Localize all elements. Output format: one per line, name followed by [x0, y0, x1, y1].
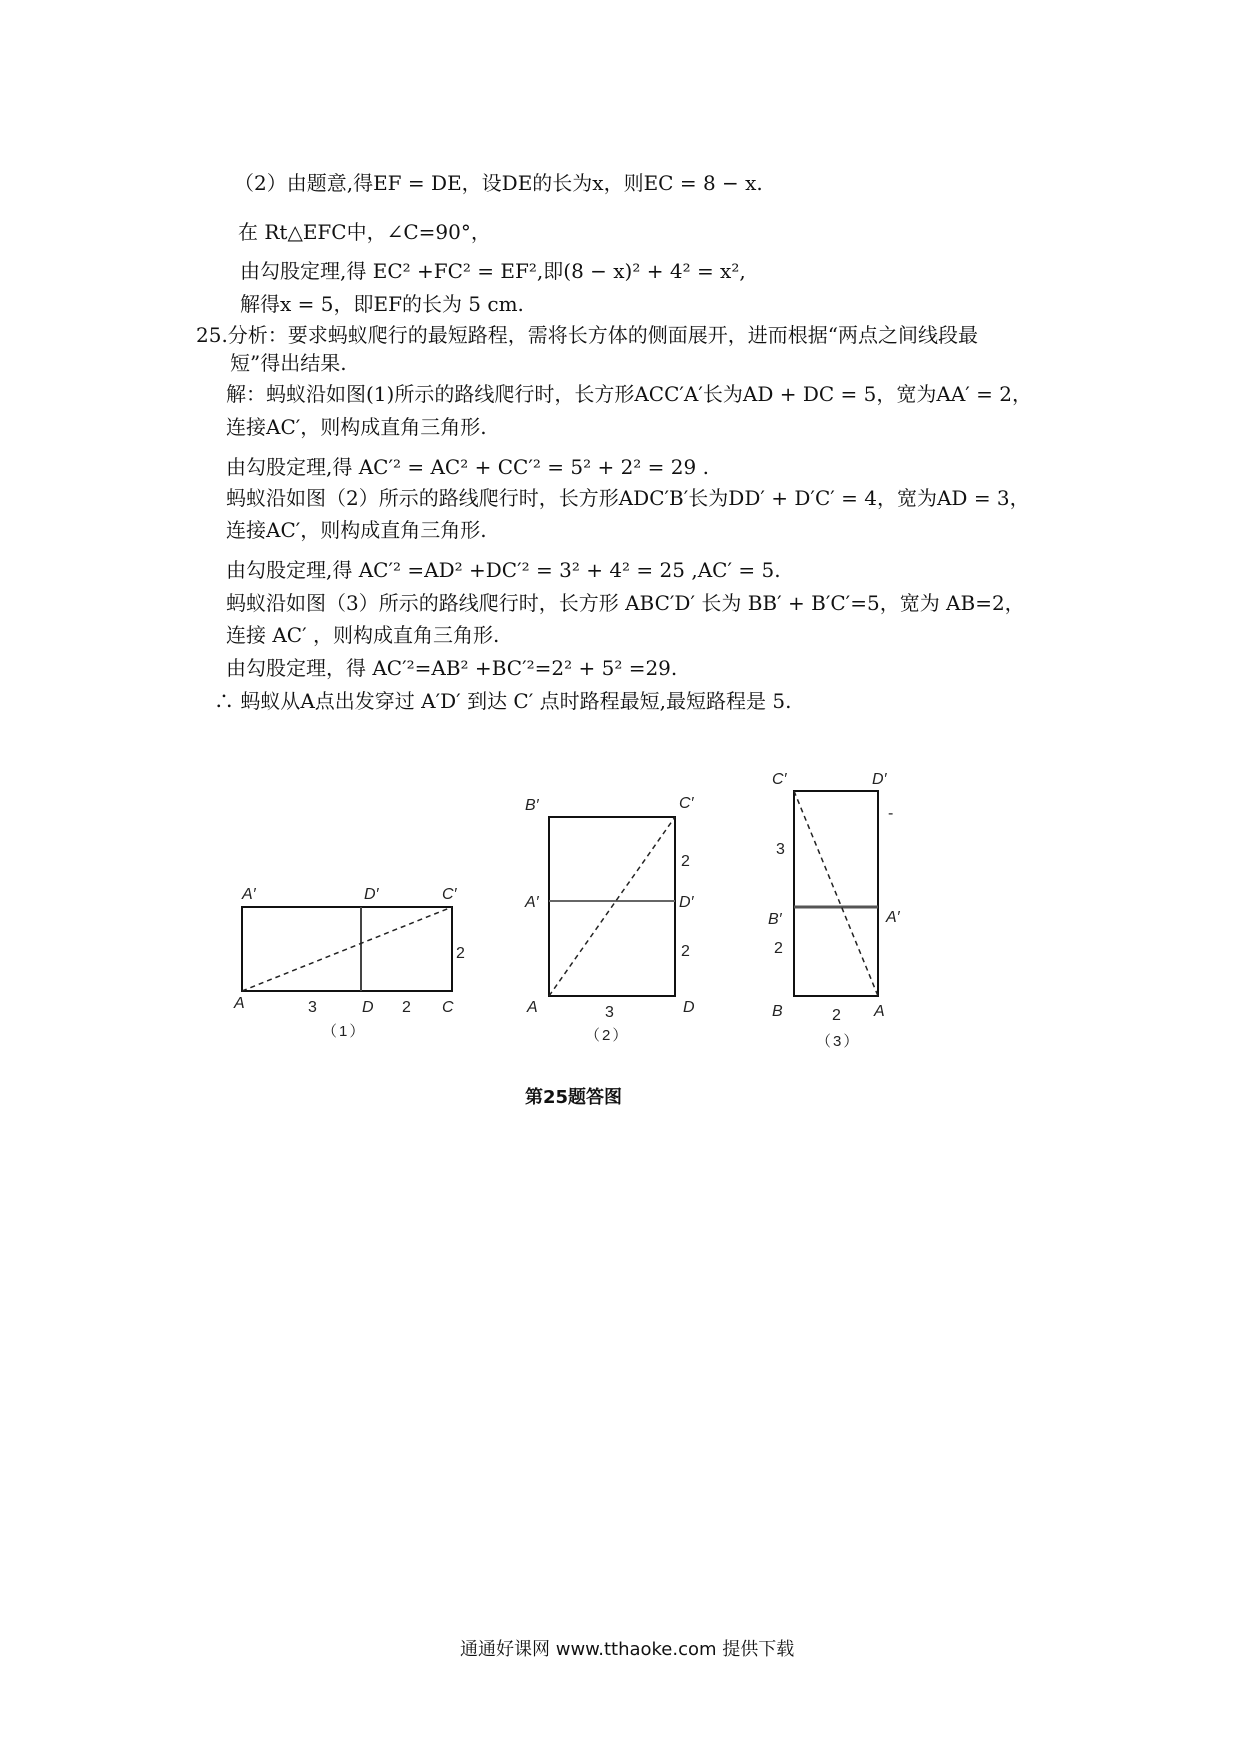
fig2-width-3: 3	[605, 1004, 614, 1021]
fig2-caption: （2）	[585, 1027, 630, 1044]
text-line-1: （2）由题意,得EF = DE，设DE的长为x，则EC = 8 − x.	[234, 171, 763, 195]
fig2-label-d: D	[683, 999, 695, 1016]
text-line-13: 蚂蚁沿如图（3）所示的路线爬行时，长方形 ABC′D′ 长为 BB′ + B′C′=5，宽为 AB=2，	[226, 591, 1025, 615]
fig1-label-a: A	[234, 995, 245, 1012]
fig2-label-a: A	[527, 999, 538, 1016]
fig1-label-c-prime: C′	[442, 886, 457, 903]
fig1-width-2: 2	[456, 945, 465, 962]
fig3-label-b: B	[772, 1003, 783, 1020]
fig1-diagonal-path	[242, 907, 452, 991]
fig1-caption: （1）	[322, 1023, 367, 1040]
figure-1	[230, 870, 490, 1040]
fig2-label-d-prime: D′	[679, 894, 694, 911]
fig1-label-d-prime: D′	[364, 886, 379, 903]
fig3-label-c-prime: C′	[772, 771, 787, 788]
fig3-label-a: A	[874, 1003, 885, 1020]
fig1-label-d: D	[362, 999, 374, 1016]
text-line-12: 由勾股定理,得 AC′² =AD² +DC′² = 3² + 4² = 25 ,AC′ = 5.	[226, 558, 781, 582]
text-line-14: 连接 AC′ ，则构成直角三角形.	[226, 623, 500, 647]
fig3-diagonal-path	[794, 791, 878, 996]
fig3-stray-mark: -	[888, 805, 894, 822]
text-line-3: 由勾股定理,得 EC² +FC² = EF²,即(8 − x)² + 4² = x²,	[240, 259, 746, 283]
text-line-11: 连接AC′，则构成直角三角形.	[226, 518, 487, 542]
fig2-height-2-bottom: 2	[681, 943, 690, 960]
fig3-caption: （3）	[816, 1033, 861, 1050]
figure-3	[760, 760, 940, 1050]
fig3-length-2-left: 2	[774, 940, 783, 957]
fig3-label-d-prime: D′	[872, 771, 887, 788]
fig1-length-3: 3	[308, 999, 317, 1016]
fig2-diagonal-path	[549, 817, 675, 996]
text-line-4: 解得x = 5，即EF的长为 5 cm.	[240, 292, 524, 316]
fig3-width-2: 2	[832, 1007, 841, 1024]
fig3-length-3: 3	[776, 841, 785, 858]
fig1-label-a-prime: A′	[242, 886, 256, 903]
fig1-length-2-bottom: 2	[402, 999, 411, 1016]
text-line-9: 由勾股定理,得 AC′² = AC² + CC′² = 5² + 2² = 29 .	[226, 455, 709, 479]
text-line-7: 解：蚂蚁沿如图(1)所示的路线爬行时，长方形ACC′A′长为AD + DC = 5，宽为AA′ = 2，	[226, 382, 1033, 406]
figure-caption-text: 第25题答图	[525, 1087, 623, 1108]
fig2-label-c-prime: C′	[679, 795, 694, 812]
fig2-height-2-top: 2	[681, 853, 690, 870]
text-line-5: 25.分析：要求蚂蚁爬行的最短路程，需将长方体的侧面展开，进而根据“两点之间线段最	[196, 323, 979, 347]
text-line-15: 由勾股定理，得 AC′²=AB² +BC′²=2² + 5² =29.	[226, 656, 678, 680]
text-line-2: 在 Rt△EFC中，∠C=90°，	[238, 220, 491, 244]
text-line-6: 短”得出结果.	[230, 351, 347, 375]
fig1-label-c: C	[442, 999, 454, 1016]
text-line-10: 蚂蚁沿如图（2）所示的路线爬行时，长方形ADC′B′长为DD′ + D′C′ = 4，宽为AD = 3，	[226, 486, 1030, 510]
fig2-label-b-prime: B′	[525, 797, 539, 814]
text-line-8: 连接AC′，则构成直角三角形.	[226, 415, 487, 439]
fig2-label-a-prime: A′	[525, 894, 539, 911]
figure-2	[515, 790, 715, 1060]
footer-credit: 通通好课网 www.tthaoke.com 提供下载	[460, 1639, 795, 1660]
fig3-label-a-prime: A′	[886, 909, 900, 926]
text-line-16: ∴ 蚂蚁从A点出发穿过 A′D′ 到达 C′ 点时路程最短,最短路程是 5.	[214, 689, 792, 713]
fig3-label-b-prime: B′	[768, 911, 782, 928]
